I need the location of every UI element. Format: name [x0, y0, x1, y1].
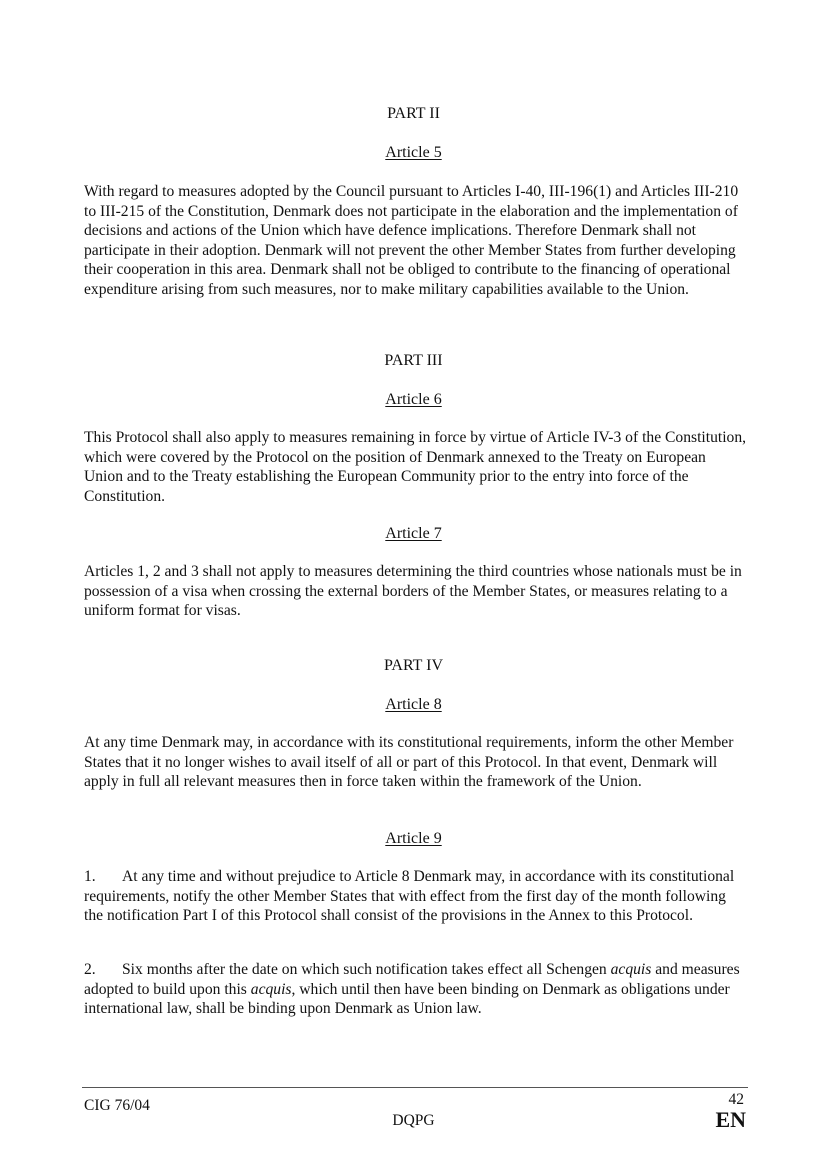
paragraph-2-text-a: Six months after the date on which such notification takes effect all Schengen	[122, 961, 611, 978]
part-iii-heading: PART III	[384, 352, 443, 369]
article-9-paragraph-1	[84, 867, 748, 926]
part-iv-heading: PART IV	[383, 657, 444, 674]
footer-dept: DQPG	[392, 1112, 435, 1129]
article-5-text: With regard to measures adopted by the Council pursuant to Articles I-40, III-196(1) and Articles III-210 to III-215 of the Constitution, Denmark does not participate in the elaboration and the implementation of decisions and actions of the Union which have defence implications. Therefore Denmark shall not participate in their adoption. Denmark will not prevent the other Member States from further developing their cooperation in this area. Denmark shall not be obliged to contribute to the financing of operational expenditure arising from such measures, nor to make military capabilities available to the Union.	[84, 183, 739, 298]
article-9-title-wrap	[0, 829, 827, 848]
paragraph-2-text-c: , which until then have been binding on Denmark as obligations under international law, shall be binding upon Denmark as Union law.	[84, 980, 730, 1017]
article-6-title: Article 6	[385, 391, 442, 408]
article-8-text: At any time Denmark may, in accordance with its constitutional requirements, inform the other Member States that it no longer wishes to avail itself of all or part of this Protocol. In that event, Denmark will apply in full all relevant measures then in force taken within the framework of the Union.	[84, 734, 734, 790]
article-5-title: Article 5	[385, 144, 442, 161]
paragraph-2-text-b: and measures adopted to build upon this	[84, 961, 740, 998]
paragraph-1-text: At any time and without prejudice to Article 8 Denmark may, in accordance with its constitutional requirements, notify the other Member States that with effect from the first day of the month following the notification Part I of this Protocol shall consist of the provisions in the Annex to this Protocol.	[84, 868, 735, 924]
paragraph-1-number: 1.	[84, 868, 96, 885]
footer-doc-ref: CIG 76/04	[84, 1097, 150, 1114]
article-7-title-wrap	[0, 524, 827, 543]
article-7-title: Article 7	[385, 525, 442, 542]
article-6-text: This Protocol shall also apply to measures remaining in force by virtue of Article IV-3 of the Constitution, which were covered by the Protocol on the position of Denmark annexed to the Treaty on European Union and to the Treaty establishing the European Community prior to the entry into force of the Constitution.	[84, 429, 747, 505]
article-7-text: Articles 1, 2 and 3 shall not apply to measures determining the third countries whose nationals must be in possession of a visa when crossing the external borders of the Member States, or measures relating to a uniform format for visas.	[84, 563, 742, 619]
article-8-title: Article 8	[385, 696, 442, 713]
paragraph-2-italic-1: acquis	[610, 961, 652, 978]
paragraph-2-italic-2: acquis	[250, 980, 292, 998]
article-8-title-wrap	[0, 695, 827, 714]
paragraph-2-number: 2.	[84, 961, 96, 978]
part-ii-heading: PART II	[387, 105, 440, 122]
article-9-title: Article 9	[385, 830, 442, 847]
footer-rule	[82, 1087, 748, 1088]
article-5-title-wrap	[0, 143, 827, 162]
footer-page-number: 42	[728, 1091, 744, 1108]
footer-language: EN	[715, 1107, 746, 1132]
article-9-paragraph-2	[84, 960, 748, 1019]
article-6-title-wrap	[0, 390, 827, 409]
